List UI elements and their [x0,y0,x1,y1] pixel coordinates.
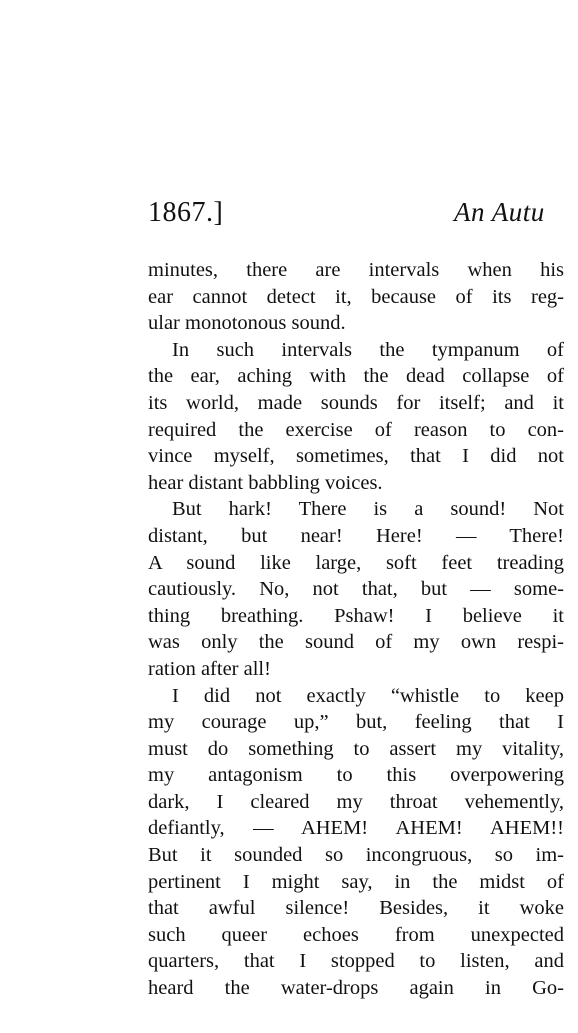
text-line: defiantly, — AHEM! AHEM! AHEM!! [148,817,564,840]
text-line: thing breathing. Pshaw! I believe it [148,604,564,627]
text-line: vince myself, sometimes, that I did not [148,445,564,468]
text-line: ular monotonous sound. [148,312,346,335]
text-line: the ear, aching with the dead collapse of [148,365,564,388]
text-line: heard the water-drops again in Go- [148,977,564,1000]
page-number: 1867.] [148,197,224,228]
text-line: hear distant babbling voices. [148,471,383,494]
text-line: cautiously. No, not that, but — some- [148,578,564,601]
text-line: ear cannot detect it, because of its reg- [148,285,564,308]
text-line: my antagonism to this overpowering [148,764,564,787]
text-line: minutes, there are intervals when his [148,259,564,281]
text-line: required the exercise of reason to con- [148,418,564,441]
text-line: dark, I cleared my throat vehemently, [148,790,564,813]
text-line: such queer echoes from unexpected [148,923,564,946]
running-title: An Autu [454,197,545,227]
text-line: distant, but near! Here! — There! [148,524,564,547]
text-line: its world, made sounds for itself; and it [148,391,564,414]
text-line: I did not exactly “whistle to keep [172,684,564,707]
text-line: But it sounded so incongruous, so im- [148,844,564,867]
text-line: that awful silence! Besides, it woke [148,897,564,920]
text-line: quarters, that I stopped to listen, and [148,950,564,973]
text-line: ration after all! [148,657,271,680]
text-line: A sound like large, soft feet treading [148,551,564,574]
text-line: In such intervals the tympanum of [172,338,564,361]
body-text [148,257,564,1002]
text-line: pertinent I might say, in the midst of [148,870,564,893]
text-line: But hark! There is a sound! Not [172,498,564,521]
text-line: must do something to assert my vitality, [148,737,564,760]
page-header [148,197,578,237]
text-line: was only the sound of my own respi- [148,631,564,654]
text-line: my courage up,” but, feeling that I [148,711,564,734]
